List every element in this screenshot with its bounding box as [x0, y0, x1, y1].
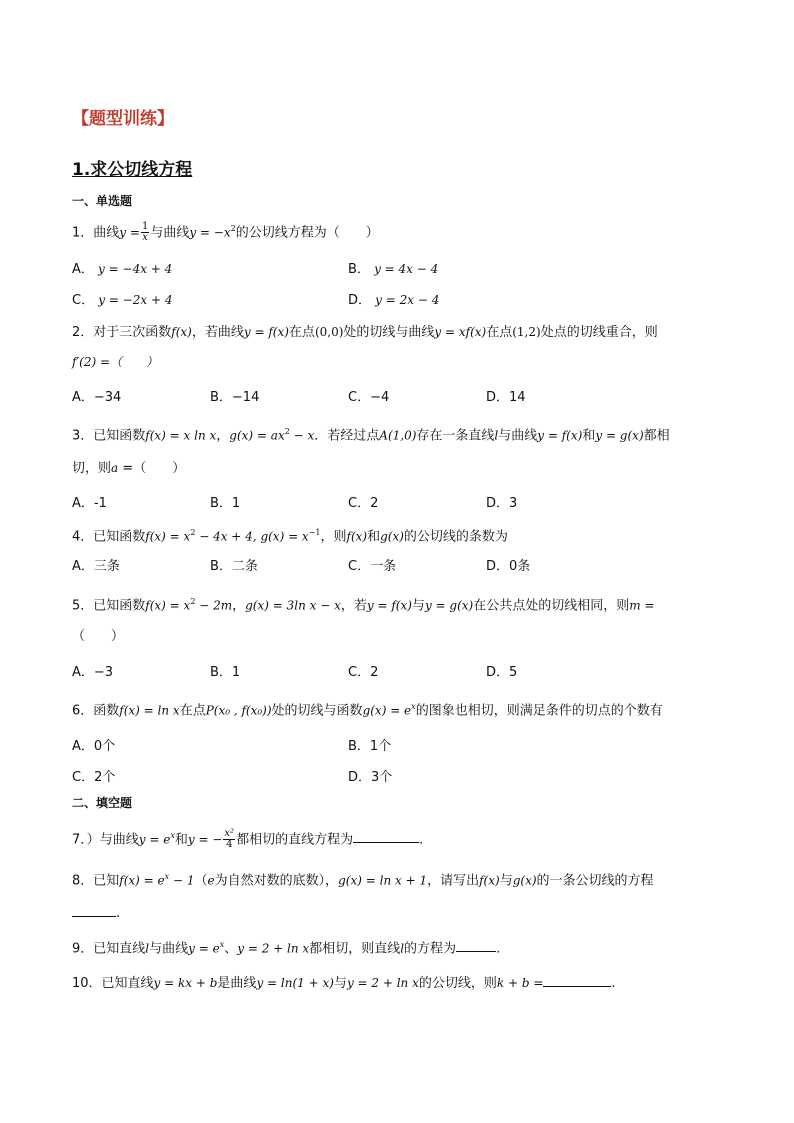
- question-8-line-2: .: [72, 903, 120, 923]
- section-heading-fill-in: 二、填空题: [72, 796, 133, 810]
- q6-option-d: D．3个: [348, 770, 393, 785]
- question-4: 4．已知函数$f(x) = x^2 - 4x + 4$, $g(x) = x^{-1}$，则f(x)和g(x)的公切线的条数为: [72, 528, 508, 545]
- question-1: 1．曲线y = $\frac{1}{x}$ 与曲线$y = -x^2$的公切线方程为（ ）: [72, 221, 379, 244]
- q3-option-a: A．-1: [72, 496, 107, 511]
- fraction: $\frac{1}{x}$: [141, 221, 149, 244]
- question-3-line-2: 切，则a =（ ）: [72, 461, 186, 476]
- q5-option-c: C．2: [348, 665, 379, 680]
- q1-option-a: A． y = −4x + 4: [72, 262, 173, 277]
- question-7: 7．）与曲线$y = e^x$和y = − $\frac{\text{x²}}{4}$ 都相切的直线方程为 .: [72, 828, 424, 851]
- question-9: 9．已知直线l与曲线$y = e^x$、y = 2 + ln x都相切，则直线l的方程为 .: [72, 940, 501, 957]
- q6-option-a: A．0个: [72, 739, 116, 754]
- q1-option-b: B． y = 4x − 4: [348, 262, 439, 277]
- page-title: 1.求公切线方程: [72, 160, 193, 180]
- q3-option-b: B．1: [210, 496, 241, 511]
- q3-option-d: D．3: [486, 496, 518, 511]
- q4-option-a: A．三条: [72, 559, 120, 574]
- q3-option-c: C．2: [348, 496, 379, 511]
- q4-option-b: B．二条: [210, 559, 258, 574]
- fraction: $\frac{\text{x²}}{4}$: [224, 828, 235, 851]
- q2-option-c: C．−4: [348, 390, 390, 405]
- question-10: 10．已知直线y = kx + b是曲线y = ln(1 + x)与y = 2 + ln x的公切线，则k + b = .: [72, 973, 616, 993]
- q2-option-b: B．−14: [210, 390, 260, 405]
- answer-blank: [72, 903, 116, 917]
- q6-option-b: B．1个: [348, 739, 392, 754]
- q5-option-a: A．−3: [72, 665, 114, 680]
- q1-option-d: D． y = 2x − 4: [348, 293, 440, 308]
- question-8: 8．已知$f(x) = e^x - 1(e$为自然对数的底数），g(x) = ln x + 1，请写出f(x)与g(x)的一条公切线的方程: [72, 872, 654, 889]
- answer-blank: [353, 829, 419, 843]
- q4-option-d: D．0条: [486, 559, 531, 574]
- question-2-line-2: f′(2) =（ ）: [72, 355, 159, 369]
- q1-option-c: C． y = −2x + 4: [72, 293, 173, 308]
- q2-option-a: A．−34: [72, 390, 122, 405]
- section-tag: 【题型训练】: [72, 109, 174, 129]
- question-5: 5．已知函数$f(x) = x^2 - 2m$，g(x) = 3ln x − x，若y = f(x)与y = g(x)在公共点处的切线相同，则m =: [72, 597, 655, 614]
- q6-option-c: C．2个: [72, 770, 116, 785]
- section-heading-single-choice: 一、单选题: [72, 194, 133, 208]
- q5-option-d: D．5: [486, 665, 518, 680]
- question-6: 6．函数f(x) = ln x在点P(x₀ , f(x₀))处的切线与函数$g(x) = e^x$的图象也相切，则满足条件的切点的个数有: [72, 702, 663, 719]
- answer-blank: [543, 973, 611, 987]
- q5-option-b: B．1: [210, 665, 241, 680]
- question-3: 3．已知函数f(x) = x ln x，$g(x) = ax^2 - x$．若经过点A(1,0)存在一条直线l与曲线y = f(x)和y = g(x)都相: [72, 427, 670, 444]
- question-2: 2．对于三次函数f(x)，若曲线y = f(x)在点(0,0)处的切线与曲线y = xf(x)在点(1,2)处点的切线重合，则: [72, 325, 658, 340]
- question-5-line-2: （ ）: [72, 629, 125, 644]
- answer-blank: [456, 938, 496, 952]
- q2-option-d: D．14: [486, 390, 526, 405]
- q4-option-c: C．一条: [348, 559, 397, 574]
